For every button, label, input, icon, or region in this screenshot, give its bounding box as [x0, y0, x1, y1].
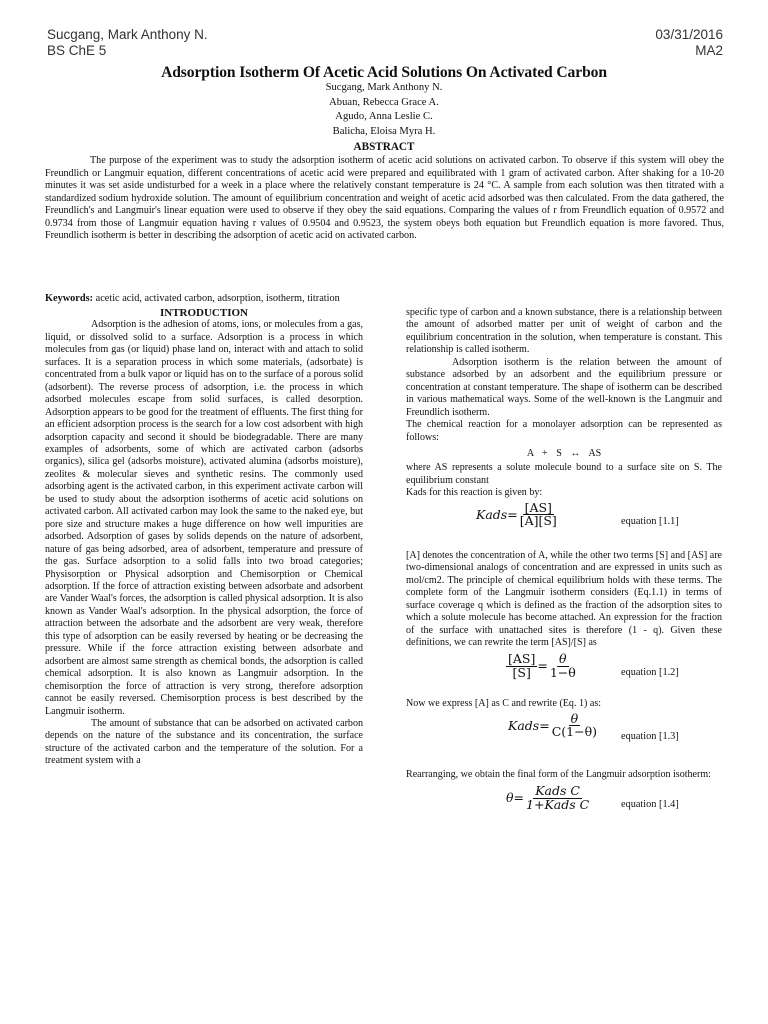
equation-1: Kads = $\frac{[AS]}{[A][S]}$ equation [1.1]: [476, 499, 679, 529]
abstract-text: The purpose of the experiment was to study the adsorption isotherm of acetic acid solutions on activated carbon. To observe if this system will obey the Freundlich or Langmuir equation, different concentrations of acetic acid were prepared and equilibrated with 1 gram of activated carbon. After shaking for a 10-20 minutes it was set aside undisturbed for a week in a place where the relatively constant temperature is 24 °C. A sample from each solution was then titrated with a standardized sodium hydroxide solution. The amount of equilibrium concentration and weight of acetic acid adsorbed was then calculated. From the data gathered, the Freundlich's and Langmuir's linear equation were used to observe if they obey the said equations. Comparing the values of r from Freundlich equation of 0.9572 and 0.9734 from those of Langmuir equation having r values of 0.9504 and 0.9523, the system obeys both equation but Freundlich equation is more favored. Thus, Freundlich isotherm is better in describing the adsorption of acetic acid on activated carbon.: [45, 155, 724, 241]
author-name: Agudo, Anna Leslie C.: [335, 111, 433, 122]
right-column: [406, 307, 722, 825]
fraction: $\frac{\theta}{C(1-\theta)}$: [551, 710, 597, 740]
header-code: MA2: [695, 43, 723, 58]
author-list: [0, 81, 768, 139]
body-paragraph: where AS represents a solute molecule bound to a surface site on S. The equilibrium constant: [406, 462, 722, 486]
intro-paragraph: Adsorption is the adhesion of atoms, ions, or molecules from a gas, liquid, or dissolved solid to a surface. Adsorption is a process in which molecules from gas (or liquid) phase land on, interact with and attach to solid surfaces. It is a separation process in which some materials, (adsorbate) is concentrated from a bulk vapor or liquid has on to the surface of a porous solid (adsorbent). The reverse process of adsorption, i.e. the process in which adsorbed molecules escape from solid surfaces, is called desorption. Adsorption appears to be good for the treatment of effluents. The first thing for an efficient adsorption process is the search for a low cost adsorbent with high adsorption capacity and second it should be biodegradable. There are many examples of adsorbents, some of which are activated carbon (adsorbs organics), silica gel (adsorbs moisture), activated alumina (adsorbs moisture), zeolites & molecular sieves and synthetic resins. The commonly used adsorbing agent is the activated carbon, in this experiment activate carbon will be used to study about the adsorption isotherms of acetic acid solutions on activated carbon. All activated carbon may look the same to the naked eye, but pore size and structure makes a huge difference on how well impurities are adsorbed. Adsorption of gases by solids depends on the nature of adsorbent, nature of gas being adsorbed, area of adsorbent, temperature and pressure of the gas. Surface adsorption to a solid falls into two broad categories; Physisorption or Physical adsorption and Chemisorption or Chemical adsorption. If the force of attraction existing between adsorbate and adsorbent are Vander Waal's forces, the adsorption is called physical adsorption. It is also known as Vander Waal's adsorption. In the physical adsorption, the force of attraction between the adsorbate and the adsorbent are very weak, therefore this type of adsorption can be easily reversed by heating or be decreasing the pressure. While if the force attraction existing between adsorbate and adsorbent are almost same strength as chemical bonds, the adsorption is called chemical adsorption. It is also known as Langmuir adsorption. In the chemisorption the force of attraction is very strong, therefore adsorption cannot be easily reversed. Chemisorption process is best described by the Langmuir isotherm.: [45, 319, 363, 717]
fraction: $\frac{[AS]}{[A][S]}$: [519, 499, 557, 529]
keywords-line: [45, 293, 340, 304]
intro-paragraph: The amount of substance that can be adsorbed on activated carbon depends on the nature of the substance and its concentration, the surface structure of the activated carbon and the temperature of the solution. For a treatment system with a: [45, 717, 363, 767]
body-paragraph: specific type of carbon and a known substance, there is a relationship between the amount of adsorbed matter per unit of weight of carbon and the equilibrium concentration in the solution, when temperature is constant. This relationship is called isotherm.: [406, 307, 722, 356]
author-name: Abuan, Rebecca Grace A.: [329, 96, 439, 108]
equation-4: θ = $\frac{\text{Kads C}}{\text{1+Kads C}}$ equation [1.4]: [506, 783, 679, 812]
reaction-equation: A + S ↔ AS: [526, 447, 602, 459]
body-paragraph: Adsorption isotherm is the relation between the amount of substance adsorbed by an adsorbent and the equilibrium pressure or concentration at constant temperature. The shape of isotherm can be described in various mathematical ways. Some of the well-known is the Langmuir and Freundlich isotherm.: [406, 356, 722, 418]
equation-label: equation [1.1]: [621, 515, 679, 527]
equation-3: Kads = $\frac{\theta}{C(1-\theta)}$ equation [1.3]: [508, 710, 679, 742]
body-paragraph: Now we express [A] as C and rewrite (Eq. 1) as:: [406, 698, 602, 710]
header-left: [47, 27, 208, 59]
header-right: [655, 27, 723, 59]
equation-label: equation [1.2]: [621, 667, 679, 679]
fraction: $\frac{\theta}{1-\theta}$: [549, 651, 576, 680]
header-date: 03/31/2016: [655, 27, 723, 42]
body-paragraph: Rearranging, we obtain the final form of the Langmuir adsorption isotherm:: [406, 768, 711, 780]
left-column: [45, 307, 363, 768]
introduction-heading: INTRODUCTION: [159, 307, 248, 319]
fraction: $\frac{[AS]}{[S]}$: [508, 651, 536, 680]
author-name: Sucgang, Mark Anthony N.: [325, 82, 443, 93]
equation-2: $\frac{[AS]}{[S]}$ = $\frac{\theta}{1-\theta}$ equation [1.2]: [508, 651, 679, 680]
header-program: BS ChE 5: [47, 43, 107, 58]
keywords-label: Keywords:: [45, 293, 94, 304]
author-name: Balicha, Eloisa Myra H.: [332, 125, 436, 137]
keywords-text: acetic acid, activated carbon, adsorption, isotherm, titration: [95, 293, 340, 304]
body-paragraph: [A] denotes the concentration of A, while the other two terms [S] and [AS] are two-dimensional analogs of concentration and are expressed in units such as mol/cm2. The principle of chemical equilibrium holds with these terms. The complete form of the Langmuir isotherm considers (Eq.1.1) in terms of surface coverage q which is defined as the fraction of the adsorption sites to which a solute molecule has become attached. An expression for the fraction of the surface with unattached sites is therefore (1 - q). Given these definitions, we can rewrite the term [AS]/[S] as: [406, 549, 722, 648]
body-paragraph: Kads for this reaction is given by:: [406, 487, 543, 499]
fraction: $\frac{\text{Kads C}}{\text{1+Kads C}}$: [526, 783, 590, 812]
equation-label: equation [1.4]: [621, 799, 679, 811]
equation-label: equation [1.3]: [621, 730, 679, 742]
abstract-heading: ABSTRACT: [353, 141, 415, 153]
header-author: Sucgang, Mark Anthony N.: [47, 27, 208, 42]
body-paragraph: The chemical reaction for a monolayer adsorption can be represented as follows:: [406, 419, 722, 443]
paper-title: Adsorption Isotherm Of Acetic Acid Solutions On Activated Carbon: [161, 64, 607, 81]
